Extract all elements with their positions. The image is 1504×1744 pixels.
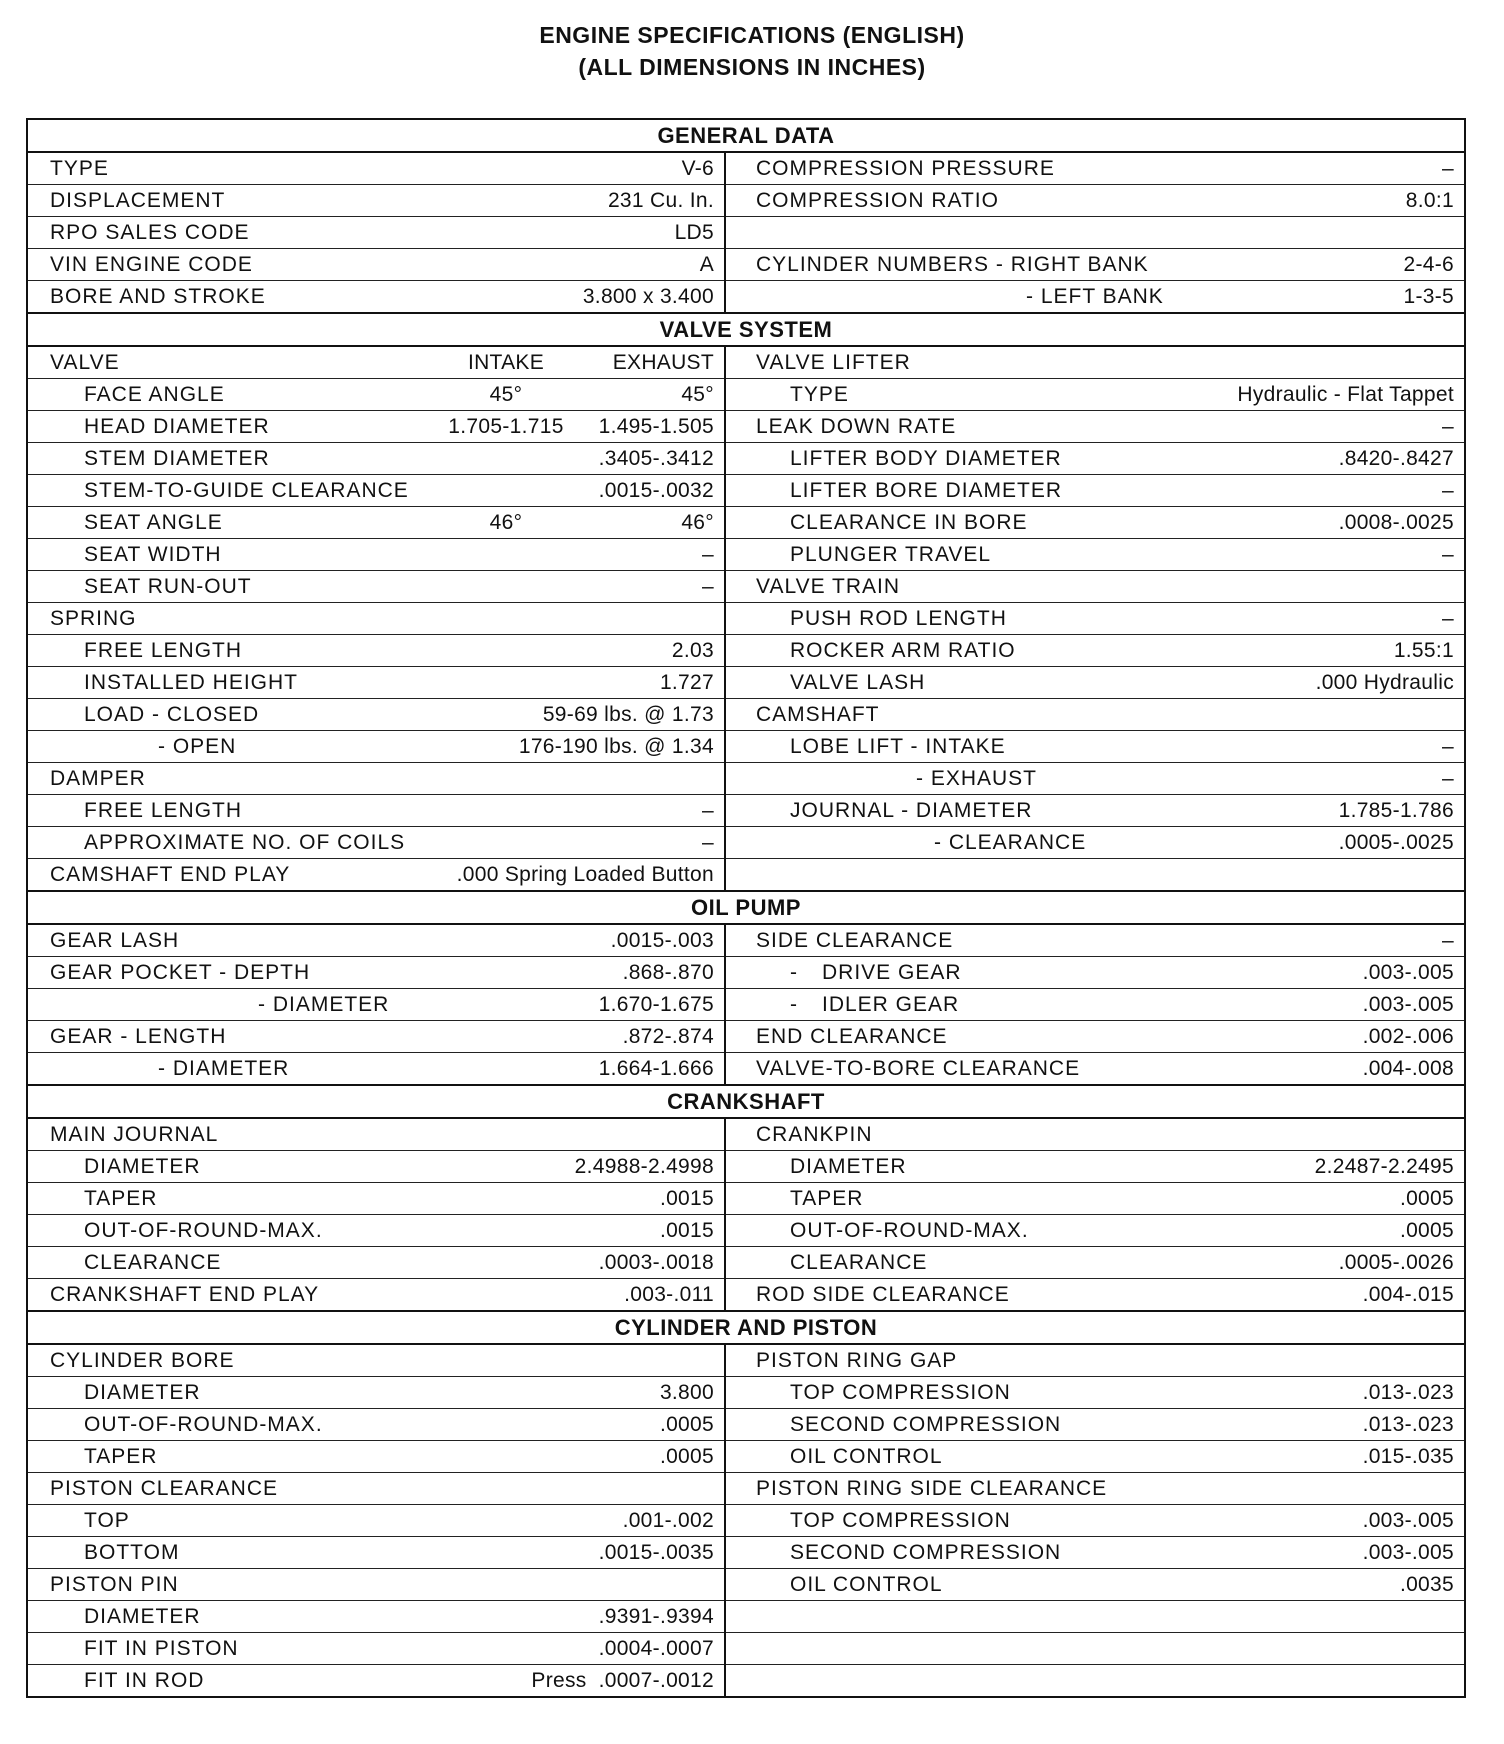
- spec-value: 2.2487-2.2495: [1314, 1155, 1454, 1178]
- spec-row: [726, 1601, 1464, 1633]
- spec-row: [28, 379, 724, 411]
- spec-row: [726, 347, 1464, 379]
- spec-value: [1454, 217, 1464, 248]
- spec-label: VALVE-TO-BORE CLEARANCE: [756, 1057, 1081, 1080]
- spec-row: [28, 1247, 724, 1279]
- spec-value: .004-.015: [1362, 1283, 1454, 1306]
- spec-row: [28, 795, 724, 827]
- spec-label: SECOND COMPRESSION: [790, 1541, 1062, 1564]
- spec-value: 1.727: [659, 671, 714, 694]
- spec-value: .872-.874: [622, 1025, 714, 1048]
- exhaust-header: EXHAUST: [612, 351, 714, 374]
- spec-label: TOP: [84, 1509, 130, 1532]
- spec-label: [726, 859, 1454, 890]
- spec-value: .0015-.0035: [598, 1541, 714, 1564]
- spec-label: DRIVE GEAR: [822, 961, 962, 984]
- spec-label: VALVE LASH: [790, 671, 926, 694]
- spec-label: OIL CONTROL: [790, 1573, 943, 1596]
- dash-prefix: -: [790, 993, 798, 1016]
- spec-row: [726, 571, 1464, 603]
- spec-value: .0007-.0012: [598, 1669, 714, 1692]
- spec-value: .003-.005: [1362, 961, 1454, 984]
- spec-row: [28, 603, 724, 635]
- spec-label: FREE LENGTH: [84, 639, 243, 662]
- spec-label: IDLER GEAR: [822, 993, 960, 1016]
- spec-row: [28, 859, 724, 890]
- spec-label: MAIN JOURNAL: [50, 1123, 219, 1146]
- spec-label: CYLINDER NUMBERS - RIGHT BANK: [756, 253, 1149, 276]
- spec-label: VALVE LIFTER: [756, 351, 911, 374]
- spec-value: [1454, 1601, 1464, 1632]
- spec-label: CAMSHAFT END PLAY: [50, 863, 291, 886]
- engine-spec-table: [26, 118, 1466, 1698]
- spec-value: 1.664-1.666: [598, 1057, 714, 1080]
- spec-label: OUT-OF-ROUND-MAX.: [84, 1219, 323, 1242]
- spec-value: .0015: [659, 1219, 714, 1242]
- spec-label: BORE AND STROKE: [50, 285, 266, 308]
- spec-row: [726, 1053, 1464, 1084]
- spec-row: [28, 1183, 724, 1215]
- spec-row: [726, 1151, 1464, 1183]
- spec-row: [726, 699, 1464, 731]
- spec-value: Hydraulic - Flat Tappet: [1237, 383, 1454, 406]
- section-valve: [28, 347, 1464, 892]
- spec-value: .003-.005: [1362, 993, 1454, 1016]
- spec-label: PISTON RING GAP: [756, 1349, 958, 1372]
- spec-value: 2-4-6: [1403, 253, 1454, 276]
- spec-row: [726, 153, 1464, 185]
- spec-row: [28, 571, 724, 603]
- spec-row: [28, 1569, 724, 1601]
- spec-value: –: [1442, 157, 1454, 180]
- spec-value: [1454, 699, 1464, 730]
- spec-label: FIT IN ROD: [84, 1669, 205, 1692]
- spec-value: LD5: [674, 221, 714, 244]
- spec-row: [28, 249, 724, 281]
- page-title: ENGINE SPECIFICATIONS (ENGLISH): [539, 22, 965, 48]
- spec-label: TAPER: [84, 1187, 158, 1210]
- spec-row: [28, 281, 724, 312]
- spec-row: [28, 667, 724, 699]
- dash-prefix: -: [790, 961, 798, 984]
- spec-label: DIAMETER: [84, 1155, 201, 1178]
- spec-label: TOP COMPRESSION: [790, 1509, 1011, 1532]
- section-heading-oil-pump: OIL PUMP: [28, 892, 1464, 925]
- spec-note: Press: [531, 1669, 587, 1692]
- spec-label: SEAT ANGLE: [84, 511, 223, 534]
- spec-value: [714, 1569, 724, 1600]
- spec-label: APPROXIMATE NO. OF COILS: [84, 831, 406, 854]
- spec-row: [28, 827, 724, 859]
- section-heading-crankshaft: CRANKSHAFT: [28, 1086, 1464, 1119]
- spec-row: [28, 475, 724, 507]
- intake-header: INTAKE: [467, 351, 545, 374]
- spec-value: .8420-.8427: [1338, 447, 1454, 470]
- spec-label: LOAD - CLOSED: [84, 703, 260, 726]
- spec-row: [726, 475, 1464, 507]
- spec-label: LIFTER BORE DIAMETER: [790, 479, 1063, 502]
- spec-label: FACE ANGLE: [84, 383, 225, 406]
- spec-label: LOBE LIFT - INTAKE: [790, 735, 1006, 758]
- section-oil-pump: [28, 925, 1464, 1086]
- spec-row: [726, 795, 1464, 827]
- spec-row: [726, 281, 1464, 312]
- spec-value: 3.800 x 3.400: [582, 285, 714, 308]
- spec-value: .001-.002: [622, 1509, 714, 1532]
- spec-value: [1454, 1473, 1464, 1504]
- spec-value: .0004-.0007: [598, 1637, 714, 1660]
- spec-label: PISTON RING SIDE CLEARANCE: [756, 1477, 1108, 1500]
- spec-row: [726, 249, 1464, 281]
- exhaust-value: 1.495-1.505: [598, 415, 714, 438]
- spec-row: [726, 989, 1464, 1021]
- spec-label: - EXHAUST: [916, 767, 1038, 790]
- spec-value: .0035: [1399, 1573, 1454, 1596]
- spec-row: [726, 539, 1464, 571]
- spec-row: [726, 1473, 1464, 1505]
- spec-value: .013-.023: [1362, 1381, 1454, 1404]
- spec-row: [726, 827, 1464, 859]
- spec-row: [28, 1537, 724, 1569]
- spec-label: BOTTOM: [84, 1541, 180, 1564]
- spec-row: [726, 411, 1464, 443]
- spec-value: .9391-.9394: [598, 1605, 714, 1628]
- spec-row: [28, 1345, 724, 1377]
- spec-row: [726, 859, 1464, 890]
- spec-value: .003-.005: [1362, 1541, 1454, 1564]
- spec-label: OUT-OF-ROUND-MAX.: [84, 1413, 323, 1436]
- spec-label: PISTON CLEARANCE: [50, 1477, 278, 1500]
- spec-label: PLUNGER TRAVEL: [790, 543, 992, 566]
- spec-label: CLEARANCE: [84, 1251, 222, 1274]
- spec-row: [726, 667, 1464, 699]
- spec-row: [28, 1377, 724, 1409]
- spec-value: .0005: [659, 1445, 714, 1468]
- spec-row: [726, 185, 1464, 217]
- spec-label: LEAK DOWN RATE: [756, 415, 957, 438]
- exhaust-value: 45°: [681, 383, 714, 406]
- spec-row: [28, 957, 724, 989]
- spec-row: [28, 1665, 724, 1696]
- spec-value: .015-.035: [1362, 1445, 1454, 1468]
- spec-label: DAMPER: [50, 767, 146, 790]
- spec-value: .003-.005: [1362, 1509, 1454, 1532]
- spec-label: FREE LENGTH: [84, 799, 243, 822]
- spec-row: [726, 763, 1464, 795]
- spec-label: CRANKPIN: [756, 1123, 873, 1146]
- spec-row: [28, 989, 724, 1021]
- spec-label: TYPE: [50, 157, 109, 180]
- spec-value: .0005: [1399, 1219, 1454, 1242]
- section-general: [28, 153, 1464, 314]
- spec-row: [726, 1215, 1464, 1247]
- spec-value: .0008-.0025: [1338, 511, 1454, 534]
- spec-value: 59-69 lbs. @ 1.73: [542, 703, 714, 726]
- spec-row: [28, 1151, 724, 1183]
- spec-label: CLEARANCE: [790, 1251, 928, 1274]
- spec-value: .3405-.3412: [598, 447, 714, 470]
- section-heading-cylinder: CYLINDER AND PISTON: [28, 1312, 1464, 1345]
- spec-value: [714, 1473, 724, 1504]
- spec-label: GEAR POCKET - DEPTH: [50, 961, 311, 984]
- spec-label: DISPLACEMENT: [50, 189, 226, 212]
- spec-label: VALVE TRAIN: [756, 575, 901, 598]
- spec-row: [726, 635, 1464, 667]
- spec-label: [726, 1665, 1454, 1696]
- spec-row: [28, 539, 724, 571]
- spec-row: [28, 763, 724, 795]
- spec-value: .0005: [659, 1413, 714, 1436]
- spec-value: 1-3-5: [1403, 285, 1454, 308]
- spec-value: .0015: [659, 1187, 714, 1210]
- spec-label: - DIAMETER: [158, 1057, 290, 1080]
- spec-row: [28, 699, 724, 731]
- spec-value: 1.670-1.675: [598, 993, 714, 1016]
- spec-value: –: [1442, 479, 1454, 502]
- spec-label: CLEARANCE IN BORE: [790, 511, 1028, 534]
- spec-value: .0005-.0026: [1338, 1251, 1454, 1274]
- spec-value: 2.4988-2.4998: [574, 1155, 714, 1178]
- spec-label: CAMSHAFT: [756, 703, 880, 726]
- spec-value: [1454, 571, 1464, 602]
- spec-row: [726, 1633, 1464, 1665]
- spec-label: ROD SIDE CLEARANCE: [756, 1283, 1010, 1306]
- spec-value: .013-.023: [1362, 1413, 1454, 1436]
- spec-row: [28, 217, 724, 249]
- spec-value: [1454, 1119, 1464, 1150]
- spec-value: [714, 1119, 724, 1150]
- spec-row: [726, 1247, 1464, 1279]
- spec-label: DIAMETER: [84, 1381, 201, 1404]
- spec-row: [726, 1279, 1464, 1310]
- spec-row: [28, 1279, 724, 1310]
- page-subtitle: (ALL DIMENSIONS IN INCHES): [578, 54, 926, 80]
- spec-label: HEAD DIAMETER: [84, 415, 270, 438]
- spec-label: SIDE CLEARANCE: [756, 929, 954, 952]
- spec-label: PISTON PIN: [50, 1573, 179, 1596]
- spec-value: .002-.006: [1362, 1025, 1454, 1048]
- spec-row: [28, 731, 724, 763]
- spec-row: [28, 185, 724, 217]
- spec-value: .0015-.003: [610, 929, 714, 952]
- spec-row: [28, 153, 724, 185]
- spec-row: [28, 1215, 724, 1247]
- spec-row: [726, 1569, 1464, 1601]
- spec-label: TOP COMPRESSION: [790, 1381, 1011, 1404]
- spec-row: [726, 957, 1464, 989]
- spec-label: COMPRESSION PRESSURE: [756, 157, 1055, 180]
- spec-value: –: [1442, 767, 1454, 790]
- intake-value: 1.705-1.715: [448, 415, 564, 438]
- exhaust-value: 46°: [681, 511, 714, 534]
- spec-row: [28, 1633, 724, 1665]
- spec-value: .004-.008: [1362, 1057, 1454, 1080]
- spec-label: SEAT RUN-OUT: [84, 575, 252, 598]
- spec-label: SECOND COMPRESSION: [790, 1413, 1062, 1436]
- spec-label: LIFTER BODY DIAMETER: [790, 447, 1062, 470]
- spec-value: [1454, 1665, 1464, 1696]
- spec-value: [1454, 347, 1464, 378]
- spec-row: [726, 1441, 1464, 1473]
- spec-value: [714, 1345, 724, 1376]
- section-heading-general: GENERAL DATA: [28, 120, 1464, 153]
- spec-label: TYPE: [790, 383, 849, 406]
- spec-row: [726, 507, 1464, 539]
- spec-row: [726, 925, 1464, 957]
- spec-value: .000 Spring Loaded Button: [456, 863, 714, 886]
- spec-label: SEAT WIDTH: [84, 543, 222, 566]
- spec-row: [726, 1377, 1464, 1409]
- spec-label: COMPRESSION RATIO: [756, 189, 999, 212]
- spec-row: [726, 379, 1464, 411]
- intake-value: 46°: [489, 511, 523, 534]
- spec-label: VALVE: [50, 351, 120, 374]
- intake-value: 45°: [489, 383, 523, 406]
- spec-label: STEM DIAMETER: [84, 447, 270, 470]
- spec-label: OUT-OF-ROUND-MAX.: [790, 1219, 1029, 1242]
- spec-row: [28, 1601, 724, 1633]
- spec-value: 231 Cu. In.: [607, 189, 714, 212]
- spec-row: [726, 217, 1464, 249]
- spec-row: [28, 1119, 724, 1151]
- spec-row: [28, 1409, 724, 1441]
- spec-label: FIT IN PISTON: [84, 1637, 239, 1660]
- spec-label: [726, 1633, 1454, 1664]
- section-heading-valve: VALVE SYSTEM: [28, 314, 1464, 347]
- spec-row: [28, 1021, 724, 1053]
- spec-value: –: [1442, 929, 1454, 952]
- section-crankshaft: [28, 1119, 1464, 1312]
- spec-row: [726, 731, 1464, 763]
- spec-row: [28, 635, 724, 667]
- spec-value: .0005: [1399, 1187, 1454, 1210]
- spec-value: .0003-.0018: [598, 1251, 714, 1274]
- spec-row: [726, 1665, 1464, 1696]
- spec-value: –: [1442, 735, 1454, 758]
- spec-row: [726, 1183, 1464, 1215]
- section-cylinder: [28, 1345, 1464, 1698]
- spec-value: .868-.870: [622, 961, 714, 984]
- spec-value: –: [1442, 607, 1454, 630]
- spec-row: [726, 443, 1464, 475]
- spec-value: 8.0:1: [1405, 189, 1454, 212]
- spec-label: PUSH ROD LENGTH: [790, 607, 1007, 630]
- spec-label: GEAR LASH: [50, 929, 180, 952]
- spec-value: –: [702, 575, 714, 598]
- spec-row: [726, 1021, 1464, 1053]
- spec-label: - DIAMETER: [258, 993, 390, 1016]
- spec-label: [726, 217, 1454, 248]
- spec-value: [1454, 1345, 1464, 1376]
- spec-row: [726, 1119, 1464, 1151]
- spec-row: [28, 1053, 724, 1084]
- spec-label: INSTALLED HEIGHT: [84, 671, 298, 694]
- spec-value: 176-190 lbs. @ 1.34: [518, 735, 714, 758]
- spec-label: RPO SALES CODE: [50, 221, 250, 244]
- spec-label: TAPER: [790, 1187, 864, 1210]
- spec-value: V-6: [681, 157, 714, 180]
- spec-row: [726, 603, 1464, 635]
- spec-row: [28, 347, 724, 379]
- spec-row: [28, 411, 724, 443]
- spec-value: A: [699, 253, 714, 276]
- spec-label: [726, 1601, 1454, 1632]
- spec-row: [28, 443, 724, 475]
- spec-label: - LEFT BANK: [1026, 285, 1164, 308]
- spec-row: [28, 1505, 724, 1537]
- spec-label: VIN ENGINE CODE: [50, 253, 253, 276]
- spec-value: .003-.011: [624, 1283, 714, 1306]
- spec-label: END CLEARANCE: [756, 1025, 948, 1048]
- spec-label: CRANKSHAFT END PLAY: [50, 1283, 320, 1306]
- spec-row: [28, 1473, 724, 1505]
- spec-label: JOURNAL - DIAMETER: [790, 799, 1033, 822]
- spec-row: [726, 1345, 1464, 1377]
- spec-label: - CLEARANCE: [934, 831, 1087, 854]
- spec-row: [28, 1441, 724, 1473]
- spec-value: –: [1442, 415, 1454, 438]
- spec-value: 1.55:1: [1393, 639, 1454, 662]
- spec-label: CYLINDER BORE: [50, 1349, 235, 1372]
- spec-value: –: [702, 799, 714, 822]
- spec-value: .0015-.0032: [598, 479, 714, 502]
- spec-row: [726, 1409, 1464, 1441]
- spec-value: –: [702, 831, 714, 854]
- spec-label: SPRING: [50, 607, 137, 630]
- spec-label: STEM-TO-GUIDE CLEARANCE: [84, 479, 409, 502]
- spec-label: - OPEN: [158, 735, 237, 758]
- spec-label: DIAMETER: [790, 1155, 907, 1178]
- spec-label: GEAR - LENGTH: [50, 1025, 227, 1048]
- spec-value: .000 Hydraulic: [1315, 671, 1454, 694]
- spec-value: –: [1442, 543, 1454, 566]
- spec-row: [28, 507, 724, 539]
- spec-value: [1454, 1633, 1464, 1664]
- spec-value: 1.785-1.786: [1338, 799, 1454, 822]
- spec-label: ROCKER ARM RATIO: [790, 639, 1016, 662]
- spec-value: 2.03: [671, 639, 714, 662]
- spec-value: .0005-.0025: [1338, 831, 1454, 854]
- spec-value: –: [702, 543, 714, 566]
- spec-row: [726, 1505, 1464, 1537]
- spec-label: TAPER: [84, 1445, 158, 1468]
- spec-row: [28, 925, 724, 957]
- spec-label: OIL CONTROL: [790, 1445, 943, 1468]
- spec-value: 3.800: [659, 1381, 714, 1404]
- spec-value: [1454, 859, 1464, 890]
- spec-label: DIAMETER: [84, 1605, 201, 1628]
- spec-row: [726, 1537, 1464, 1569]
